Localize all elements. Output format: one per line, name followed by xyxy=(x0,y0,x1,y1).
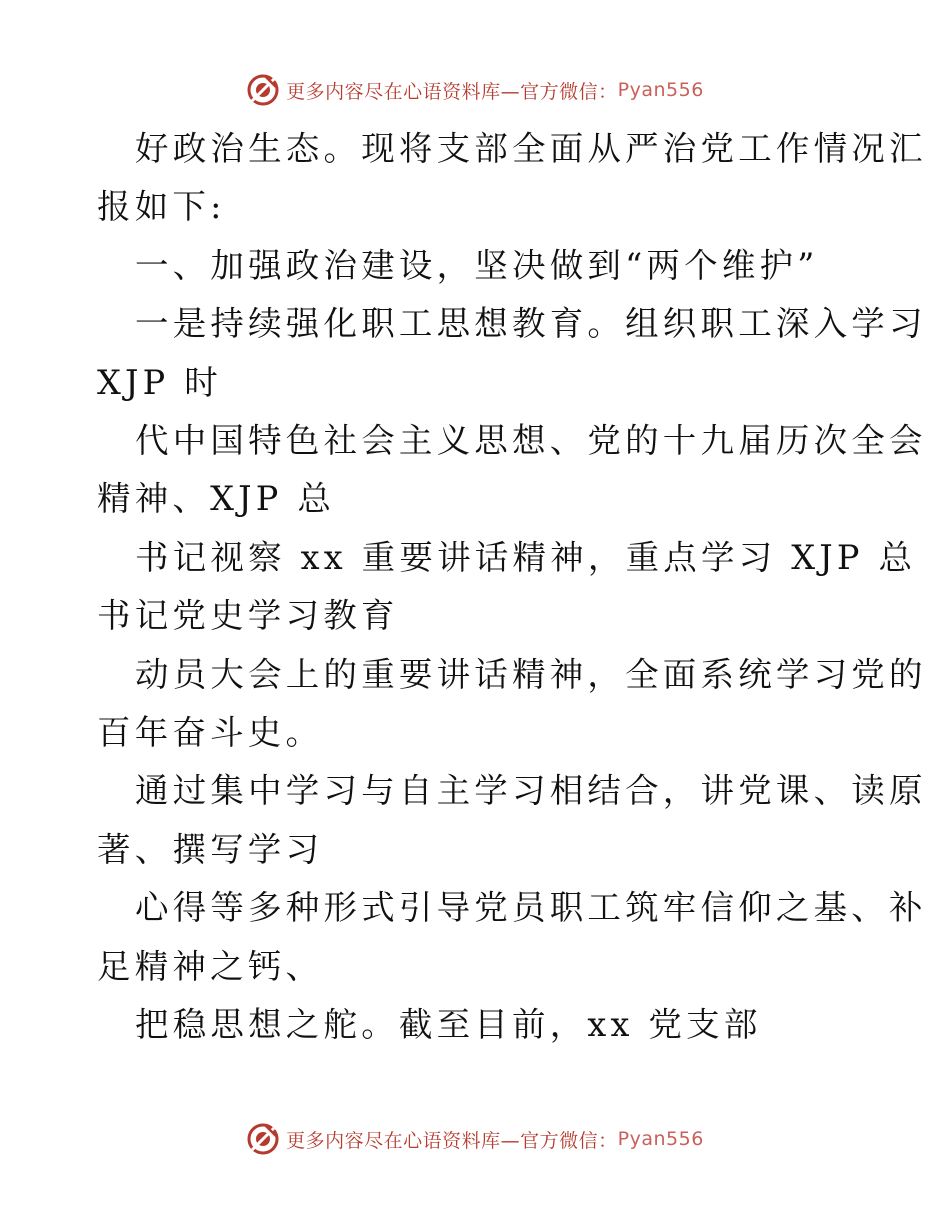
brand-logo-icon xyxy=(246,1122,280,1156)
footer-watermark-contact: Pyan556 xyxy=(617,1128,704,1150)
body-line: 代中国特色社会主义思想、党的十九届历次全会 xyxy=(135,421,927,461)
brand-logo-icon xyxy=(246,73,280,107)
body-line: 百年奋斗史。 xyxy=(97,713,324,753)
footer-watermark-text: 更多内容尽在心语资料库—官方微信： xyxy=(286,1129,618,1152)
body-line: 书记视察 xx 重要讲话精神，重点学习 XJP 总 xyxy=(135,537,917,577)
body-line: 把稳思想之舵。截至目前，xx 党支部 xyxy=(135,1005,762,1045)
header-watermark-contact: Pyan556 xyxy=(617,79,704,101)
section-heading: 一、加强政治建设，坚决做到“两个维护” xyxy=(135,245,819,285)
body-line: 报如下: xyxy=(97,187,226,227)
body-line: 动员大会上的重要讲话精神，全面系统学习党的 xyxy=(135,654,927,694)
body-line: 精神、XJP 总 xyxy=(97,479,336,519)
document-body xyxy=(97,120,927,1055)
body-line: 著、撰写学习 xyxy=(97,829,324,869)
body-line: 足精神之钙、 xyxy=(97,946,324,986)
header-watermark-text: 更多内容尽在心语资料库—官方微信： xyxy=(286,80,618,103)
header-watermark xyxy=(0,70,950,110)
body-line: 好政治生态。现将支部全面从严治党工作情况汇 xyxy=(135,129,927,168)
body-line: XJP 时 xyxy=(97,362,222,402)
footer-watermark xyxy=(0,1119,950,1159)
body-line: 书记党史学习教育 xyxy=(97,596,399,636)
body-line: 心得等多种形式引导党员职工筑牢信仰之基、补 xyxy=(135,888,927,928)
body-line: 通过集中学习与自主学习相结合，讲党课、读原 xyxy=(135,771,927,811)
body-line: 一是持续强化职工思想教育。组织职工深入学习 xyxy=(135,304,927,344)
